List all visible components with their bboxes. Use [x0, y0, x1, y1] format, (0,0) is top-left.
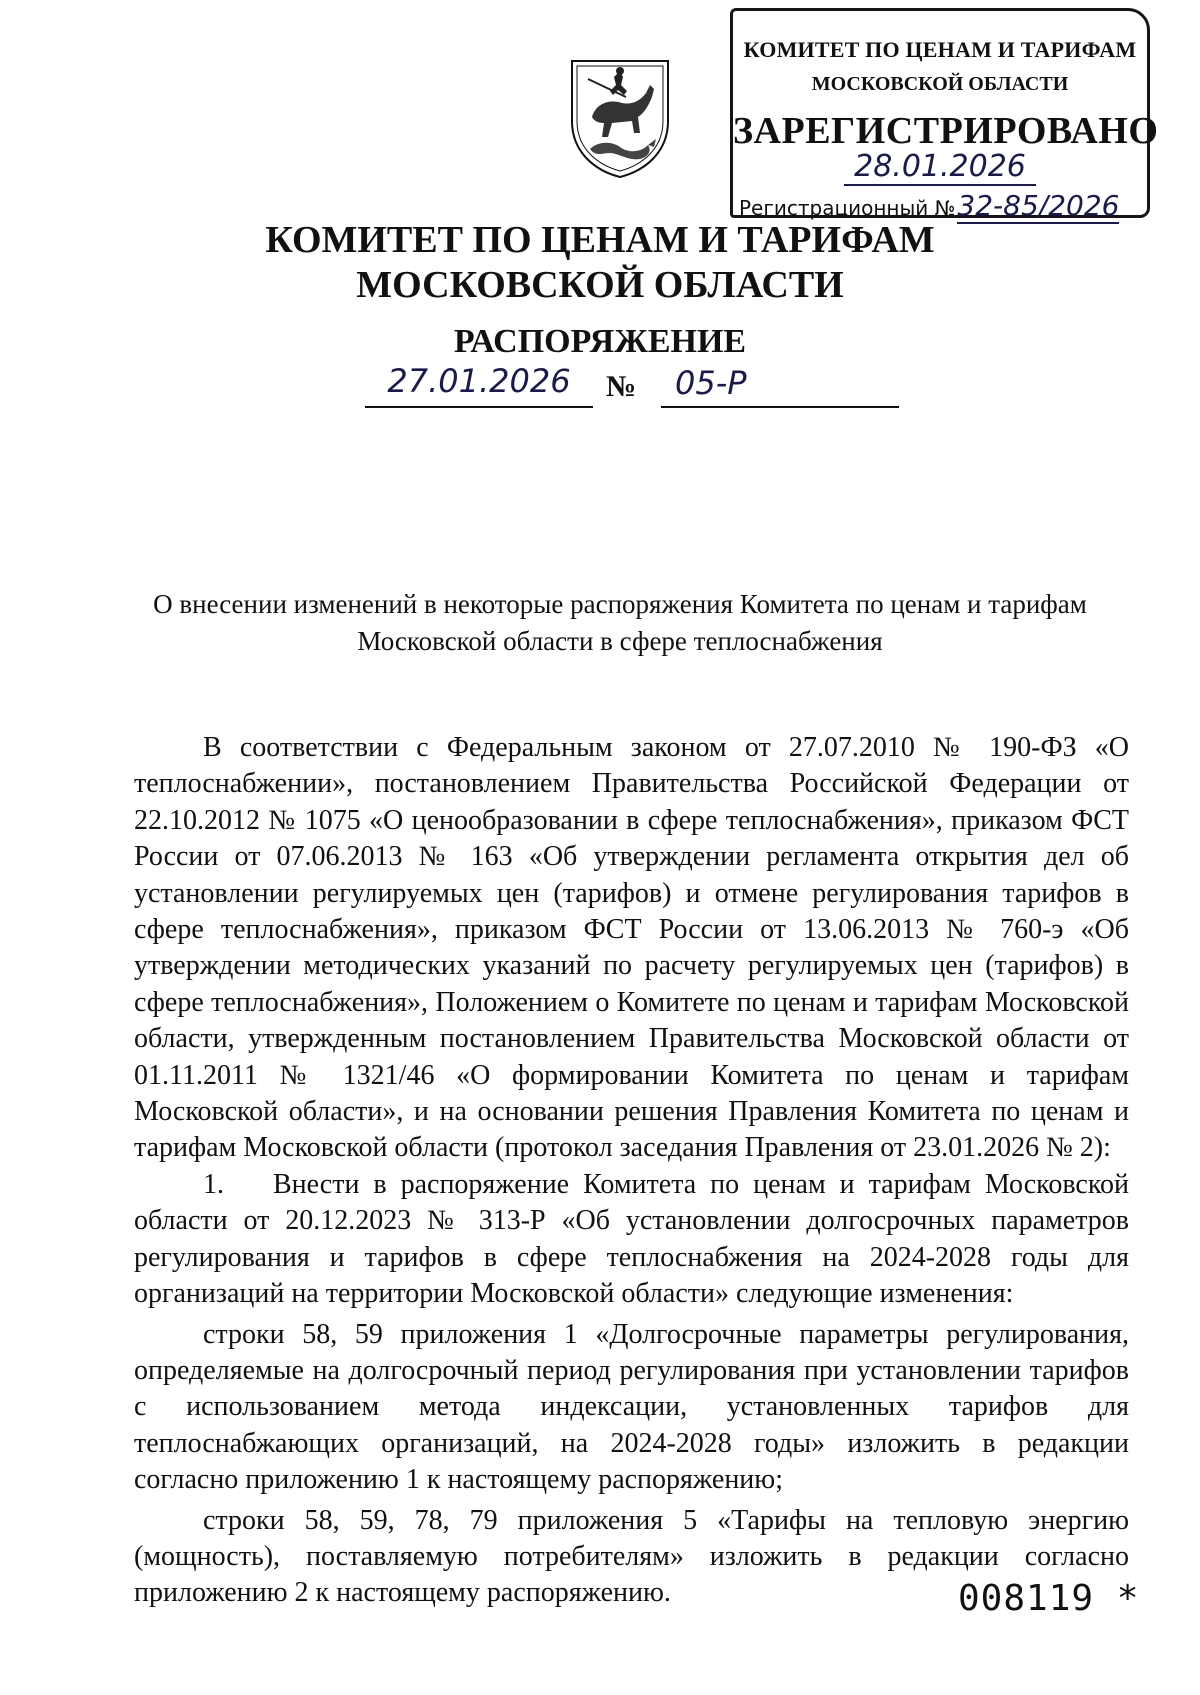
committee-title-line2: МОСКОВСКОЙ ОБЛАСТИ — [356, 264, 844, 306]
document-type-title: РАСПОРЯЖЕНИЕ — [453, 323, 747, 360]
order-date-handwritten: 27.01.2026 — [387, 362, 571, 400]
committee-title-line1: КОМИТЕТ ПО ЦЕНАМ И ТАРИФАМ — [265, 219, 935, 261]
order-number-handwritten: 05-Р — [675, 364, 747, 402]
document-body — [134, 730, 1129, 1612]
order-number-field — [661, 364, 899, 408]
change-2-paragraph: строки 58, 59, 78, 79 приложения 5 «Тарифы на тепловую энергию (мощность), поставляемую потребителям» изложить в редакции согласно приложению 2 к настоящему распоряжению. — [134, 1504, 1129, 1609]
stamp-reg-number-handwritten: 32-85/2026 — [957, 189, 1120, 222]
stamp-committee-name: КОМИТЕТ ПО ЦЕНАМ И ТАРИФАМ — [743, 37, 1137, 62]
preamble-paragraph: В соответствии с Федеральным законом от 27.07.2010 № 190-ФЗ «О теплоснабжении», постановлением Правительства Российской Федерации от 22.10.2012 № 1075 «О ценообразовании в сфере теплоснабжения», приказом ФСТ России от 07.06.2013 № 163 «Об утверждении регламента открытия дел об установлении регулируемых цен (тарифов) и отмене регулирования тарифов в сфере теплоснабжения», приказом ФСТ России от 13.06.2013 № 760-э «Об утверждении методических указаний по расчету регулируемых цен (тарифов) в сфере теплоснабжения», Положением о Комитете по ценам и тарифам Московской области, утвержденным постановлением Правительства Московской области от 01.11.2011 № 1321/46 «О формировании Комитета по ценам и тарифам Московской области», и на основании решения Правления Комитета по ценам и тарифам Московской области (протокол заседания Правления от 23.01.2026 № 2): — [134, 732, 1129, 1164]
stamp-region-name: МОСКОВСКОЙ ОБЛАСТИ — [811, 73, 1069, 95]
stamp-date-handwritten: 28.01.2026 — [844, 149, 1036, 186]
order-date-number — [365, 362, 900, 412]
item-1-number: 1. — [203, 1168, 224, 1200]
stamp-registered-label: ЗАРЕГИСТРИРОВАНО — [733, 110, 1159, 152]
subject-line2: Московской области в сфере теплоснабжения — [357, 626, 883, 656]
document-subject — [130, 586, 1110, 660]
order-date-field — [365, 362, 593, 408]
registration-stamp — [730, 8, 1159, 222]
moscow-oblast-coat-of-arms-icon — [568, 57, 672, 179]
stamp-date — [733, 149, 1147, 184]
stamp-reg-label: Регистрационный № — [739, 196, 956, 220]
change-1-paragraph: строки 58, 59 приложения 1 «Долгосрочные параметры регулирования, определяемые на долгосрочный период регулирования при установлении тарифов с использованием метода индексации, установленных тарифов для теплоснабжающих организаций, на 2024-2028 годы» изложить в редакции согласно приложению 1 к настоящему распоряжению; — [134, 1318, 1129, 1496]
item-1-text: Внести в распоряжение Комитета по ценам и тарифам Московской области от 20.12.2023 № 313-Р «Об установлении долгосрочных параметров регулирования и тарифов в сфере теплоснабжения на 2024-2028 годы для организаций на территории Московской области» следующие изменения: — [134, 1168, 1129, 1310]
number-sign: № — [606, 370, 637, 403]
item-1-paragraph — [134, 1167, 1129, 1313]
document-serial-number: 008119 * — [958, 1578, 1140, 1619]
subject-line1: О внесении изменений в некоторые распоряжения Комитета по ценам и тарифам — [153, 589, 1087, 619]
